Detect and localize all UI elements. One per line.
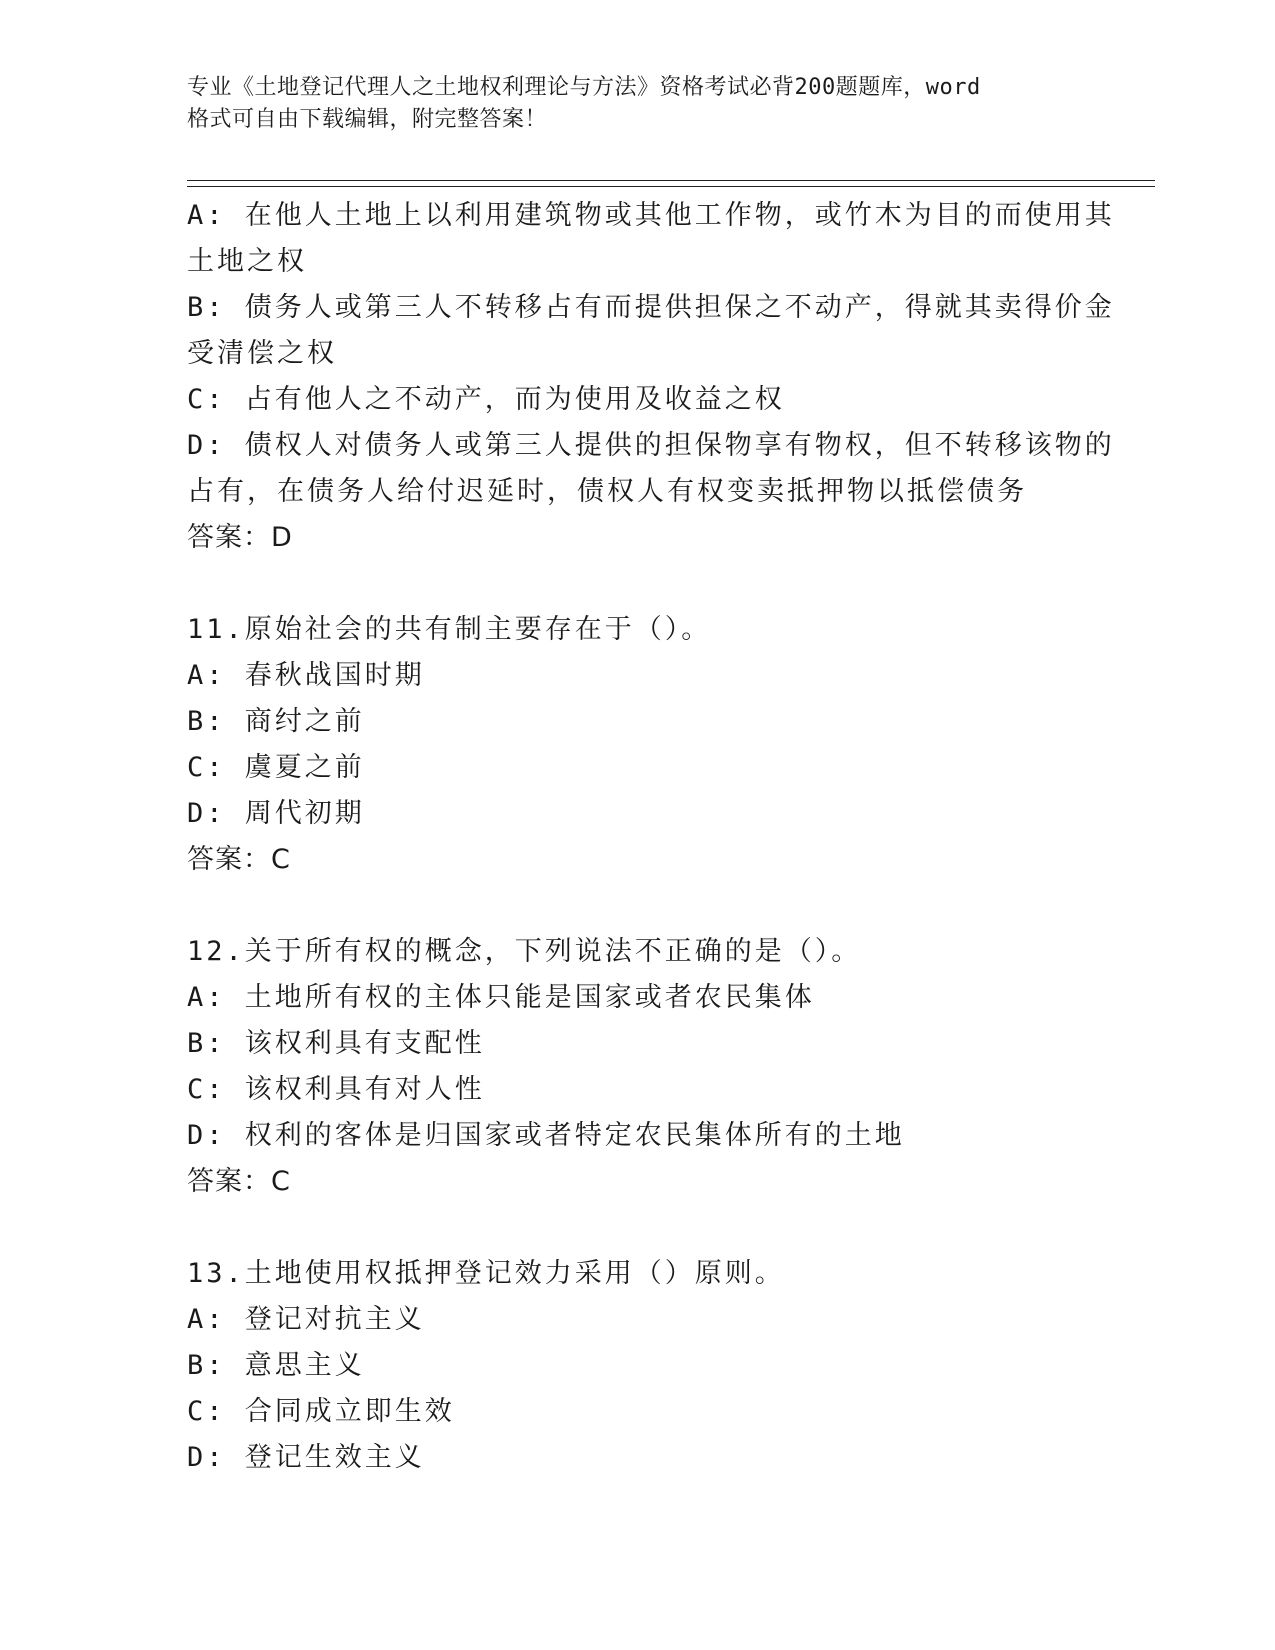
option-d-line-1: D: 债权人对债务人或第三人提供的担保物享有物权，但不转移该物的 [187,430,1115,461]
option-a-line-2: 土地之权 [187,246,307,277]
option-c: C: 该权利具有对人性 [187,1074,485,1105]
option-a: A: 土地所有权的主体只能是国家或者农民集体 [187,982,815,1013]
answer-text: 答案：C [187,1166,291,1197]
option-b: B: 商纣之前 [187,706,365,737]
option-d-line-2: 占有，在债务人给付迟延时，债权人有权变卖抵押物以抵偿债务 [187,476,1027,507]
option-a: A: 登记对抗主义 [187,1304,425,1335]
question-text: 13.土地使用权抵押登记效力采用（）原则。 [187,1258,785,1289]
question-text: 11.原始社会的共有制主要存在于（）。 [187,614,712,645]
option-a-line-1: A: 在他人土地上以利用建筑物或其他工作物，或竹木为目的而使用其 [187,200,1115,231]
header-line-1: 专业《土地登记代理人之土地权利理论与方法》资格考试必背200题题库，word [187,75,981,100]
document-header [187,72,1087,136]
header-line-2: 格式可自由下载编辑，附完整答案！ [187,107,548,132]
question-block-10 [187,193,1115,561]
header-rule-top [187,180,1155,181]
spacer [187,1205,1087,1251]
option-b-line-2: 受清偿之权 [187,338,337,369]
option-d: D: 权利的客体是归国家或者特定农民集体所有的土地 [187,1120,905,1151]
question-text: 12.关于所有权的概念，下列说法不正确的是（）。 [187,936,862,967]
question-block-12 [187,929,1087,1205]
answer-text: 答案：C [187,844,291,875]
option-a: A: 春秋战国时期 [187,660,425,691]
question-list [187,193,1115,1481]
spacer [187,883,1087,929]
option-c: C: 合同成立即生效 [187,1396,455,1427]
option-d: D: 周代初期 [187,798,365,829]
option-b: B: 意思主义 [187,1350,365,1381]
spacer [187,561,1087,607]
option-c: C: 占有他人之不动产，而为使用及收益之权 [187,384,785,415]
question-block-11 [187,607,1087,883]
header-rule-bottom [187,186,1155,187]
question-block-13 [187,1251,1087,1481]
option-c: C: 虞夏之前 [187,752,365,783]
option-b-line-1: B: 债务人或第三人不转移占有而提供担保之不动产，得就其卖得价金 [187,292,1115,323]
option-d: D: 登记生效主义 [187,1442,425,1473]
option-b: B: 该权利具有支配性 [187,1028,485,1059]
answer-text: 答案：D [187,522,293,553]
